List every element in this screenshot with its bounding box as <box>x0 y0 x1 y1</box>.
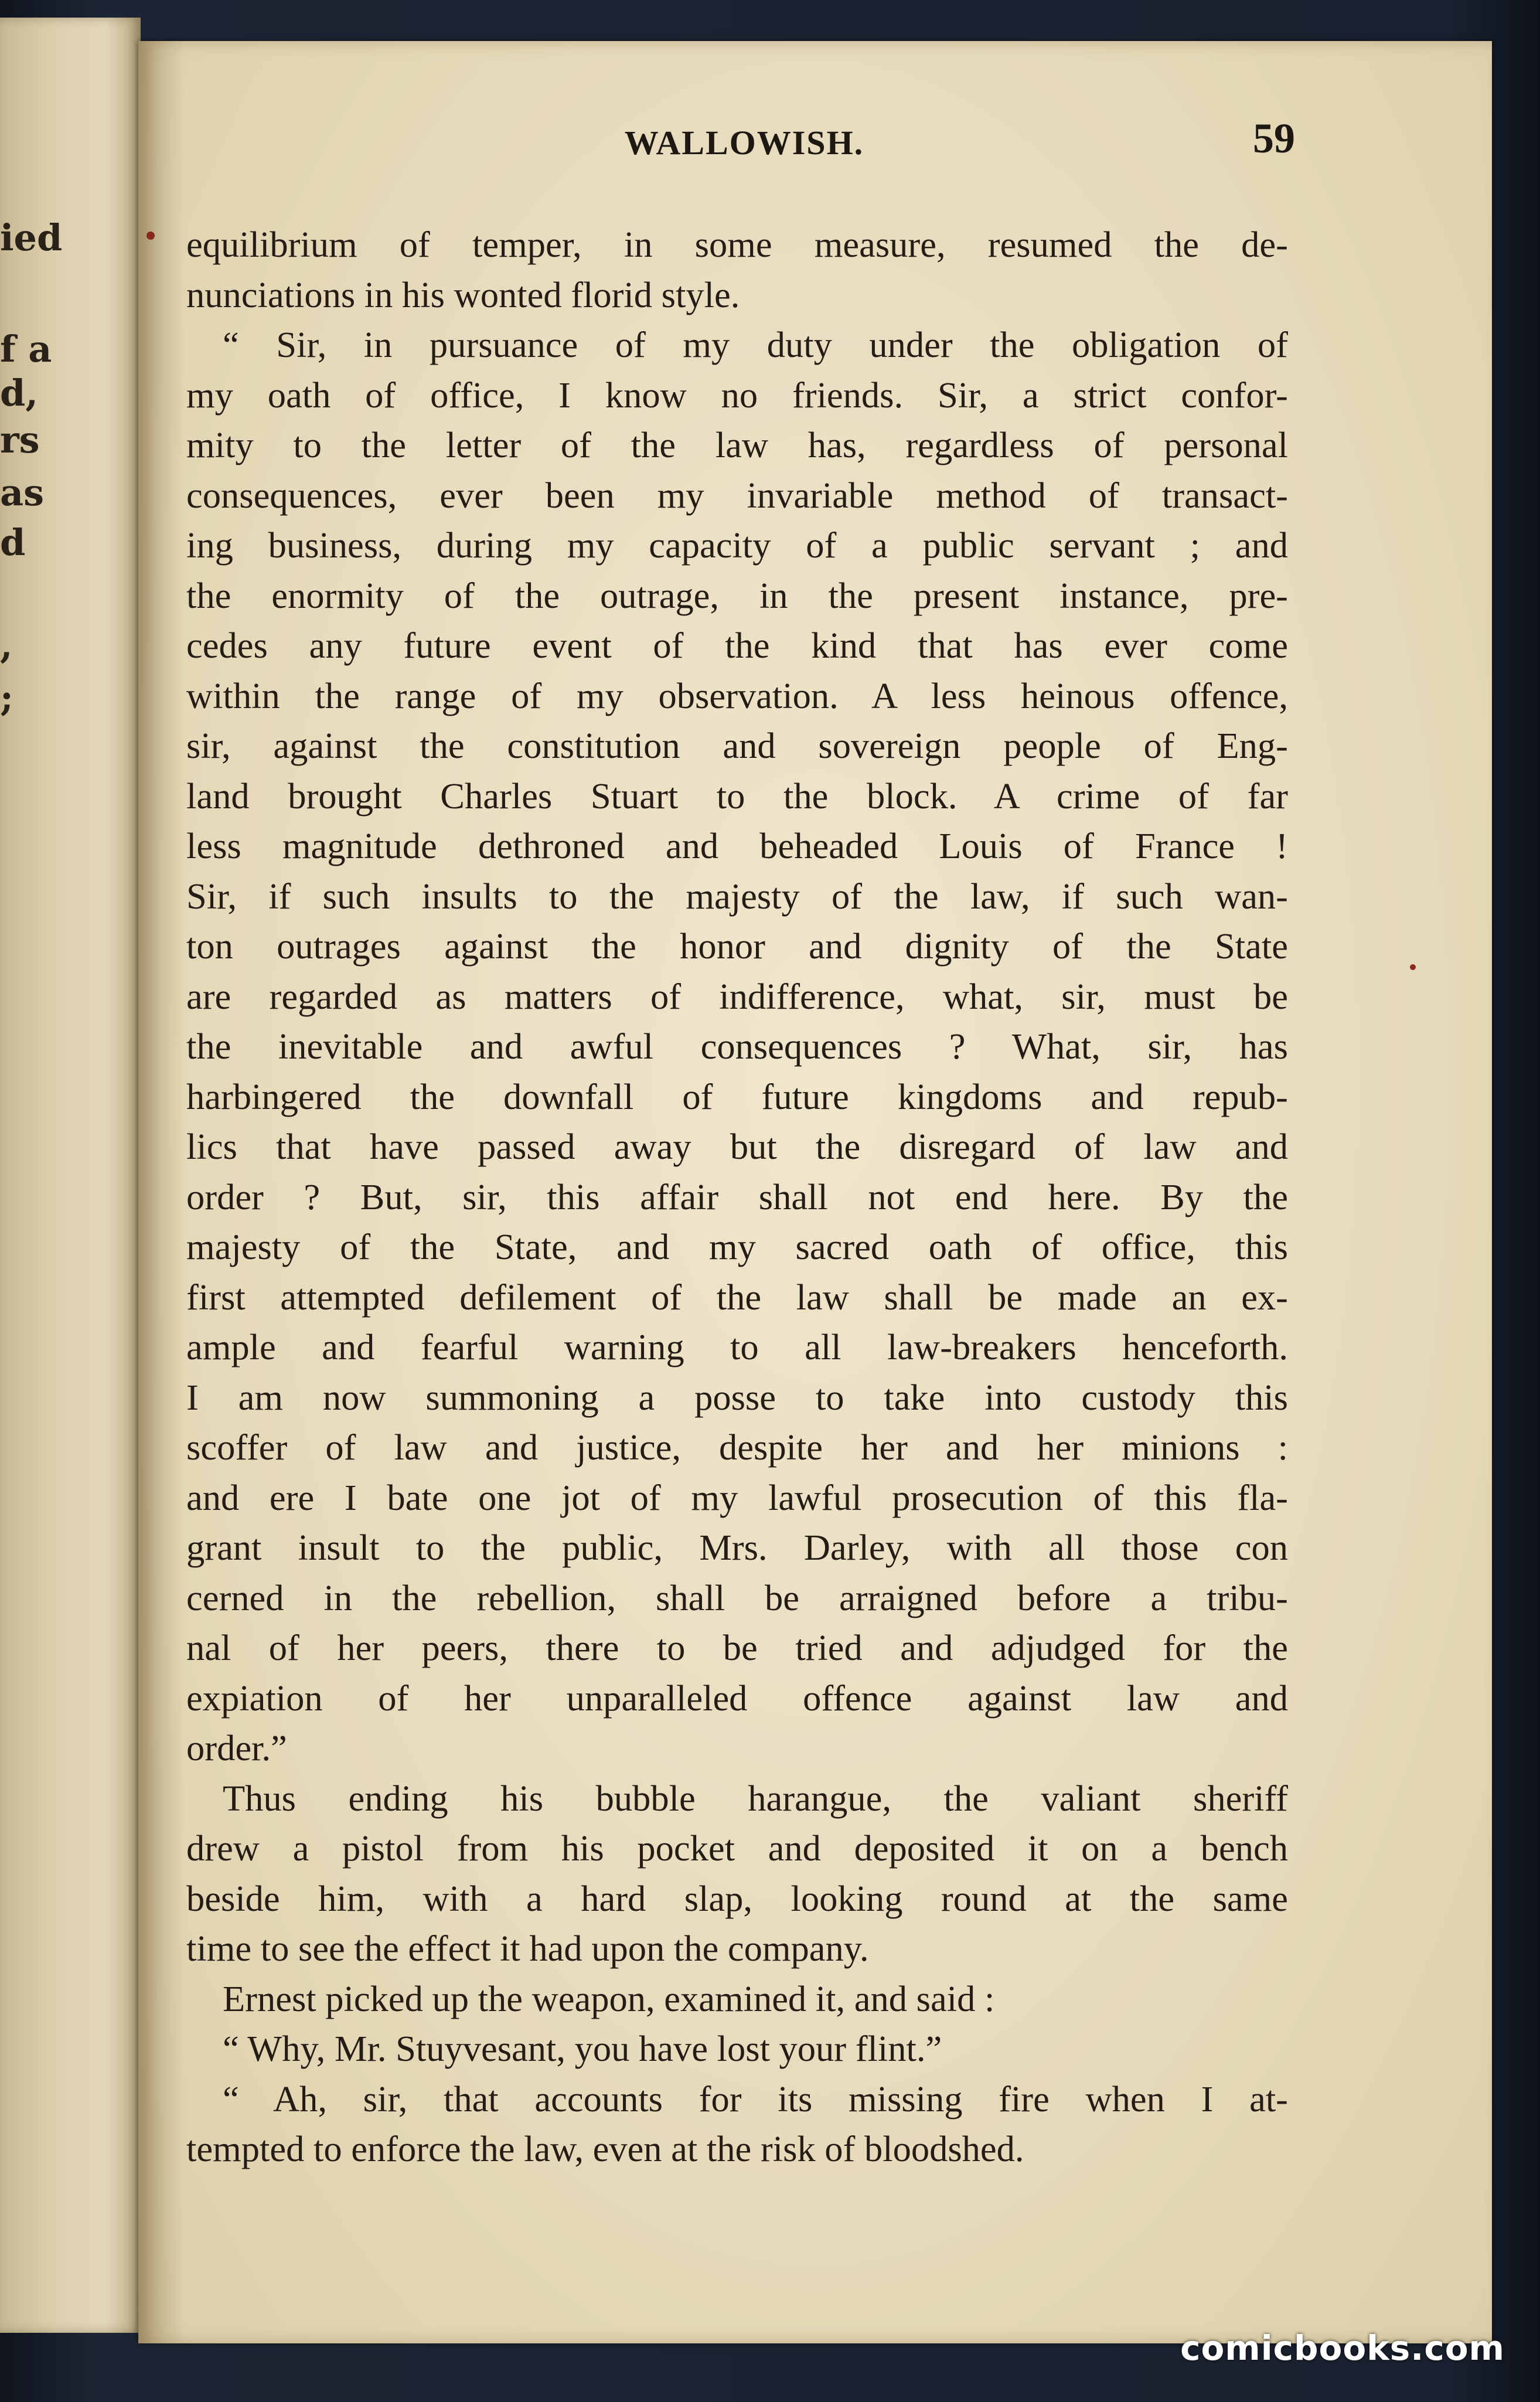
text-line: and ere I bate one jot of my lawful prosecution of this fla- <box>186 1476 1288 1518</box>
text-line: “ Why, Mr. Stuyvesant, you have lost your flint.” <box>223 2028 942 2069</box>
page-body-text <box>186 220 1288 2175</box>
text-line: the enormity of the outrage, in the present instance, pre- <box>186 574 1288 616</box>
text-line: sir, against the constitution and sovereign people of Eng- <box>186 725 1288 766</box>
text-line: expiation of her unparalleled offence against law and <box>186 1677 1288 1719</box>
running-head: WALLOWISH. <box>624 124 864 162</box>
text-line: scoffer of law and justice, despite her and her minions : <box>186 1427 1288 1468</box>
text-line: cerned in the rebellion, shall be arraigned before a tribu- <box>186 1577 1288 1618</box>
previous-page-edge <box>0 18 141 2333</box>
text-line: ton outrages against the honor and dignity of the State <box>186 926 1288 967</box>
ink-mark <box>146 232 155 240</box>
text-line: consequences, ever been my invariable method of transact- <box>186 474 1288 516</box>
text-line: mity to the letter of the law has, regardless of personal <box>186 424 1288 465</box>
text-line: equilibrium of temper, in some measure, resumed the de- <box>186 224 1288 265</box>
text-line: grant insult to the public, Mrs. Darley, with all those con <box>186 1527 1288 1568</box>
ink-mark <box>1410 964 1416 970</box>
text-line: “ Sir, in pursuance of my duty under the obligation of <box>223 324 1288 365</box>
text-line: time to see the effect it had upon the company. <box>186 1928 869 1969</box>
text-line: order.” <box>186 1727 287 1768</box>
text-line: I am now summoning a posse to take into custody this <box>186 1376 1288 1418</box>
text-line: harbingered the downfall of future kingdoms and repub- <box>186 1076 1288 1117</box>
previous-page-fragment: rs <box>0 419 40 461</box>
text-line: my oath of office, I know no friends. Sir, a strict confor- <box>186 374 1288 416</box>
previous-page-fragment: d, <box>0 372 38 414</box>
previous-page-fragment: ; <box>0 676 13 719</box>
text-line: are regarded as matters of indifference, what, sir, must be <box>186 975 1288 1017</box>
text-line: Thus ending his bubble harangue, the valiant sheriff <box>223 1777 1288 1819</box>
previous-page-fragment: d <box>0 521 26 564</box>
text-line: first attempted defilement of the law shall be made an ex- <box>186 1276 1288 1318</box>
text-line: tempted to enforce the law, even at the risk of bloodshed. <box>186 2128 1024 2169</box>
text-line: order ? But, sir, this affair shall not end here. By the <box>186 1176 1288 1217</box>
previous-page-fragment: ied <box>0 216 63 259</box>
text-line: the inevitable and awful consequences ? What, sir, has <box>186 1026 1288 1067</box>
watermark-logo: comicbooks.com <box>1180 2328 1505 2368</box>
text-line: beside him, with a hard slap, looking round at the same <box>186 1877 1288 1919</box>
previous-page-fragment: as <box>0 471 45 514</box>
text-line: ample and fearful warning to all law-breakers henceforth. <box>186 1326 1288 1367</box>
page-number: 59 <box>1253 115 1295 162</box>
text-line: drew a pistol from his pocket and deposited it on a bench <box>186 1828 1288 1869</box>
text-line: nal of her peers, there to be tried and adjudged for the <box>186 1627 1288 1668</box>
text-line: “ Ah, sir, that accounts for its missing fire when I at- <box>223 2078 1288 2119</box>
previous-page-fragment: f a <box>0 328 52 370</box>
text-line: majesty of the State, and my sacred oath of office, this <box>186 1226 1288 1267</box>
text-line: less magnitude dethroned and beheaded Louis of France ! <box>186 825 1288 866</box>
text-line: land brought Charles Stuart to the block. A crime of far <box>186 775 1288 816</box>
text-line: Ernest picked up the weapon, examined it, and said : <box>223 1978 995 2019</box>
text-line: nunciations in his wonted florid style. <box>186 274 740 315</box>
text-line: lics that have passed away but the disregard of law and <box>186 1126 1288 1167</box>
previous-page-fragment: , <box>0 624 13 666</box>
text-line: Sir, if such insults to the majesty of the law, if such wan- <box>186 875 1288 917</box>
text-line: within the range of my observation. A less heinous offence, <box>186 675 1288 716</box>
text-line: ing business, during my capacity of a public servant ; and <box>186 525 1288 566</box>
spine-shadow <box>138 41 185 2343</box>
text-line: cedes any future event of the kind that has ever come <box>186 625 1288 666</box>
